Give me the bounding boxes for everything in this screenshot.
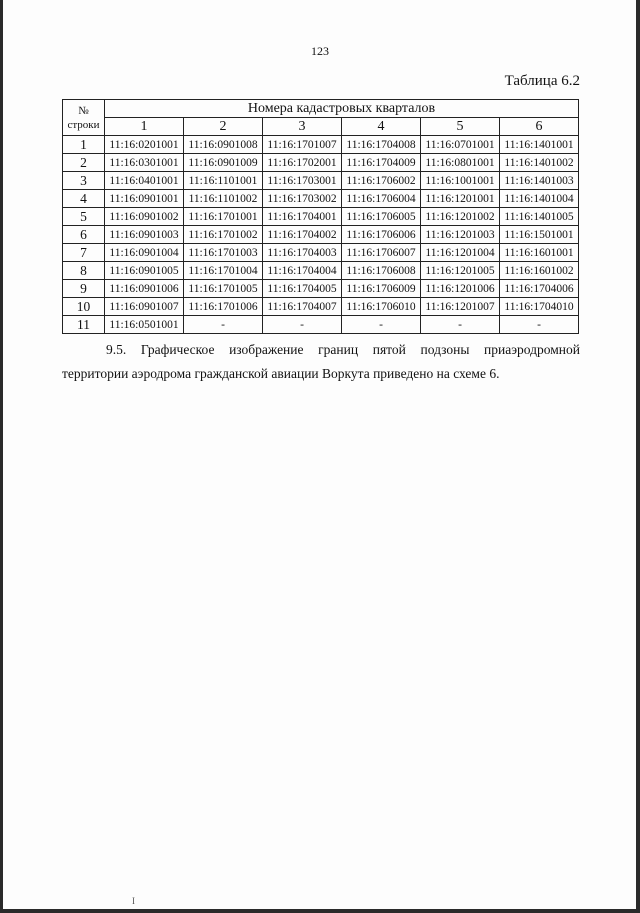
cadastral-number-cell: 11:16:1706004 (342, 190, 421, 208)
cadastral-number-cell: 11:16:1401001 (500, 136, 579, 154)
cadastral-number-cell: - (421, 316, 500, 334)
cadastral-number-cell: 11:16:0801001 (421, 154, 500, 172)
row-number-cell: 5 (63, 208, 105, 226)
body-paragraph: 9.5. Графическое изображение границ пятой подзоны приаэродромной территории аэродрома гражданской авиации Воркута приведено на схеме 6. (62, 342, 580, 381)
cadastral-number-cell: 11:16:0901009 (184, 154, 263, 172)
group-header: Номера кадастровых кварталов (105, 100, 579, 118)
row-number-cell: 4 (63, 190, 105, 208)
cadastral-number-cell: 11:16:1704001 (263, 208, 342, 226)
cadastral-number-cell: 11:16:1706007 (342, 244, 421, 262)
row-number-cell: 1 (63, 136, 105, 154)
scan-edge-bottom (0, 909, 640, 913)
cadastral-number-cell: 11:16:1706010 (342, 298, 421, 316)
table-header-row (63, 100, 579, 118)
cadastral-number-cell: 11:16:0901002 (105, 208, 184, 226)
cadastral-number-cell: 11:16:1706005 (342, 208, 421, 226)
table-row (63, 208, 579, 226)
cadastral-number-cell: 11:16:1701003 (184, 244, 263, 262)
cadastral-number-cell: 11:16:1201006 (421, 280, 500, 298)
cadastral-number-cell: 11:16:1704007 (263, 298, 342, 316)
footer-mark: I (132, 896, 135, 906)
table-row (63, 136, 579, 154)
cadastral-number-cell: 11:16:1701004 (184, 262, 263, 280)
cadastral-number-cell: 11:16:1201005 (421, 262, 500, 280)
cadastral-number-cell: 11:16:1701005 (184, 280, 263, 298)
row-number-cell: 2 (63, 154, 105, 172)
cadastral-number-cell: 11:16:1706006 (342, 226, 421, 244)
cadastral-number-cell: 11:16:1706008 (342, 262, 421, 280)
table-row (63, 316, 579, 334)
table-row (63, 244, 579, 262)
cadastral-number-cell: 11:16:1201007 (421, 298, 500, 316)
cadastral-number-cell: - (500, 316, 579, 334)
column-header: 2 (184, 118, 263, 136)
column-header: 6 (500, 118, 579, 136)
column-header-row (63, 118, 579, 136)
cadastral-number-cell: 11:16:1701007 (263, 136, 342, 154)
cadastral-number-cell: 11:16:0901006 (105, 280, 184, 298)
cadastral-number-cell: 11:16:0901005 (105, 262, 184, 280)
table-row (63, 298, 579, 316)
cadastral-number-cell: 11:16:1704005 (263, 280, 342, 298)
table-row (63, 262, 579, 280)
cadastral-number-cell: 11:16:1101002 (184, 190, 263, 208)
cadastral-number-cell: 11:16:1401005 (500, 208, 579, 226)
cadastral-number-cell: 11:16:1101001 (184, 172, 263, 190)
cadastral-number-cell: 11:16:1501001 (500, 226, 579, 244)
cadastral-number-cell: 11:16:1201001 (421, 190, 500, 208)
cadastral-number-cell: 11:16:1706002 (342, 172, 421, 190)
row-number-header-label: строки (67, 118, 100, 131)
cadastral-number-cell: 11:16:1001001 (421, 172, 500, 190)
cadastral-number-cell: - (342, 316, 421, 334)
row-number-cell: 7 (63, 244, 105, 262)
cadastral-number-cell: 11:16:0701001 (421, 136, 500, 154)
cadastral-number-cell: 11:16:1601001 (500, 244, 579, 262)
scan-edge-left (0, 0, 3, 913)
cadastral-number-cell: 11:16:1401002 (500, 154, 579, 172)
cadastral-number-cell: 11:16:1703002 (263, 190, 342, 208)
row-number-header-symbol: № (78, 104, 89, 117)
cadastral-number-cell: 11:16:0201001 (105, 136, 184, 154)
row-number-cell: 10 (63, 298, 105, 316)
row-number-cell: 11 (63, 316, 105, 334)
cadastral-number-cell: 11:16:1201003 (421, 226, 500, 244)
table-row (63, 172, 579, 190)
cadastral-number-cell: 11:16:1701002 (184, 226, 263, 244)
row-number-cell: 8 (63, 262, 105, 280)
row-number-cell: 6 (63, 226, 105, 244)
table-row (63, 226, 579, 244)
cadastral-number-cell: 11:16:1704002 (263, 226, 342, 244)
row-number-cell: 9 (63, 280, 105, 298)
cadastral-number-cell: 11:16:0301001 (105, 154, 184, 172)
row-number-header (63, 100, 105, 136)
scan-edge-right (636, 0, 640, 913)
table-body (63, 136, 579, 334)
cadastral-number-cell: 11:16:1704010 (500, 298, 579, 316)
row-number-cell: 3 (63, 172, 105, 190)
cadastral-number-cell: 11:16:1704004 (263, 262, 342, 280)
cadastral-number-cell: - (263, 316, 342, 334)
cadastral-number-cell: 11:16:0901003 (105, 226, 184, 244)
cadastral-number-cell: 11:16:1704008 (342, 136, 421, 154)
table-caption: Таблица 6.2 (504, 73, 580, 89)
cadastral-number-cell: 11:16:1701001 (184, 208, 263, 226)
column-header: 5 (421, 118, 500, 136)
column-header: 4 (342, 118, 421, 136)
cadastral-number-cell: - (184, 316, 263, 334)
cadastral-number-cell: 11:16:1701006 (184, 298, 263, 316)
table-row (63, 154, 579, 172)
cadastral-table (62, 99, 579, 334)
cadastral-number-cell: 11:16:1704009 (342, 154, 421, 172)
cadastral-number-cell: 11:16:1706009 (342, 280, 421, 298)
page-number: 123 (311, 44, 329, 58)
cadastral-number-cell: 11:16:1703001 (263, 172, 342, 190)
cadastral-number-cell: 11:16:0401001 (105, 172, 184, 190)
column-header: 3 (263, 118, 342, 136)
cadastral-number-cell: 11:16:1401004 (500, 190, 579, 208)
cadastral-number-cell: 11:16:1601002 (500, 262, 579, 280)
table-row (63, 280, 579, 298)
cadastral-number-cell: 11:16:0501001 (105, 316, 184, 334)
cadastral-number-cell: 11:16:1704006 (500, 280, 579, 298)
cadastral-number-cell: 11:16:1704003 (263, 244, 342, 262)
cadastral-number-cell: 11:16:0901007 (105, 298, 184, 316)
cadastral-number-cell: 11:16:1702001 (263, 154, 342, 172)
cadastral-number-cell: 11:16:0901004 (105, 244, 184, 262)
cadastral-number-cell: 11:16:0901008 (184, 136, 263, 154)
cadastral-number-cell: 11:16:1201002 (421, 208, 500, 226)
cadastral-number-cell: 11:16:1401003 (500, 172, 579, 190)
column-header: 1 (105, 118, 184, 136)
cadastral-number-cell: 11:16:1201004 (421, 244, 500, 262)
cadastral-number-cell: 11:16:0901001 (105, 190, 184, 208)
table-row (63, 190, 579, 208)
